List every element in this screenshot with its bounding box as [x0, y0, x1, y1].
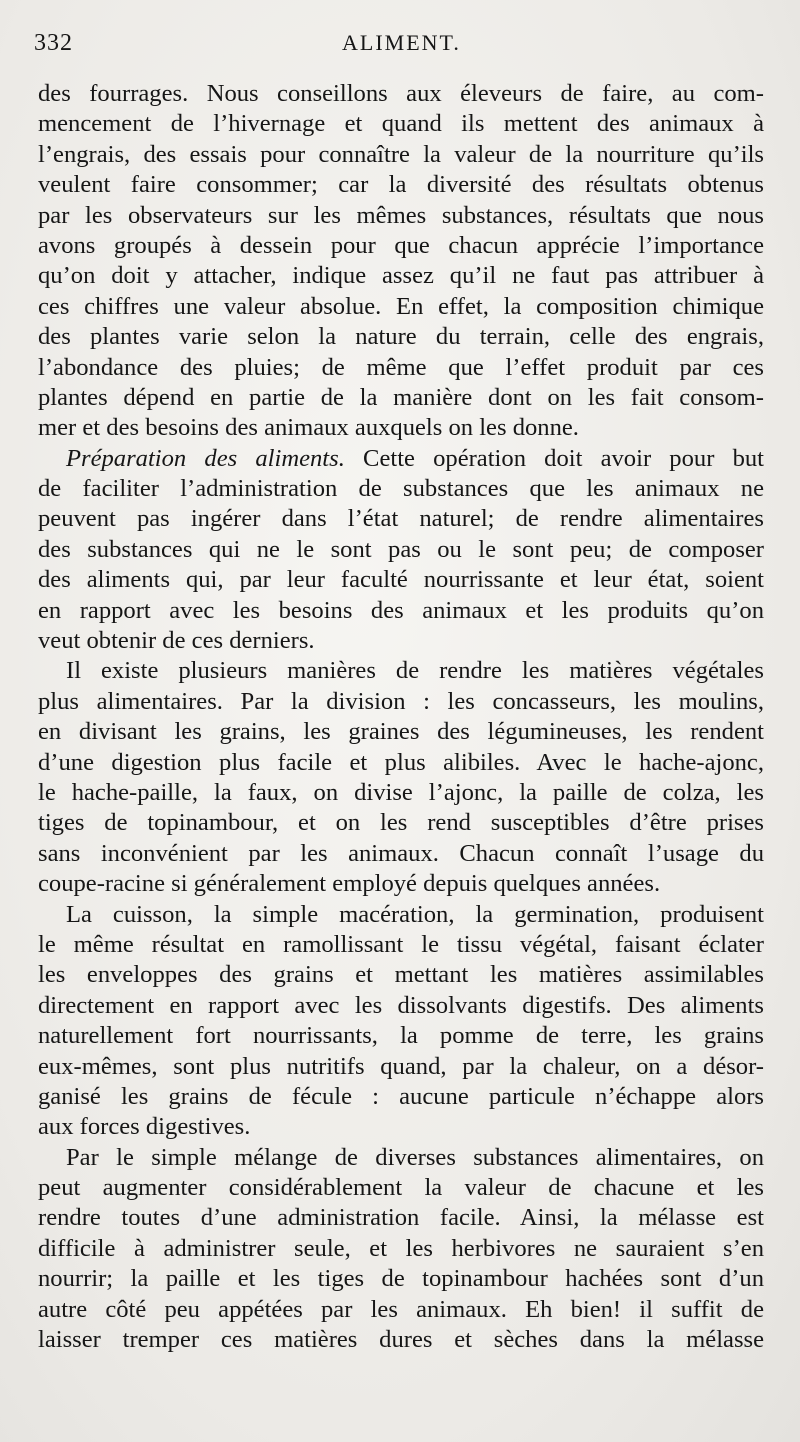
text-line: mencement de l’hivernage et quand ils mettent des animaux à	[38, 110, 764, 138]
text-line: ces chiffres une valeur absolue. En effet, la composition chimique	[38, 292, 764, 320]
text-line: l’abondance des pluies; de même que l’effet produit par ces	[38, 353, 764, 381]
text-line: directement en rapport avec les dissolvants digestifs. Des aliments	[38, 991, 764, 1019]
text-line: en divisant les grains, les graines des légumineuses, les rendent	[38, 718, 764, 746]
section-lead: Préparation des aliments.	[66, 444, 345, 472]
text-line: mer et des besoins des animaux auxquels on les donne.	[38, 414, 579, 442]
text-line: des fourrages. Nous conseillons aux éleveurs de faire, au com-	[38, 80, 764, 107]
text-line: nourrir; la paille et les tiges de topinambour hachées sont d’un	[38, 1265, 764, 1293]
text-line: Par le simple mélange de diverses substances alimentaires, on	[66, 1143, 764, 1171]
text-line: veut obtenir de ces derniers.	[38, 627, 315, 655]
text-line: par les observateurs sur les mêmes substances, résultats que nous	[38, 201, 764, 229]
running-title: ALIMENT.	[342, 30, 461, 55]
text-line: des aliments qui, par leur faculté nourrissante et leur état, soient	[38, 566, 764, 594]
text-line: d’une digestion plus facile et plus alibiles. Avec le hache-ajonc,	[38, 748, 764, 776]
text-line: rendre toutes d’une administration facile. Ainsi, la mélasse est	[38, 1204, 764, 1232]
paragraph-1	[38, 79, 764, 444]
text-line: des substances qui ne le sont pas ou le sont peu; de composer	[38, 535, 764, 563]
text-line: veulent faire consommer; car la diversité des résultats obtenus	[38, 171, 764, 199]
text-line: sans inconvénient par les animaux. Chacun connaît l’usage du	[38, 839, 764, 867]
page-number: 332	[34, 30, 73, 56]
paragraph-3	[38, 656, 764, 899]
paragraph-2	[38, 444, 764, 657]
text-line: le hache-paille, la faux, on divise l’ajonc, la paille de colza, les	[38, 778, 764, 806]
text-line: des plantes varie selon la nature du terrain, celle des engrais,	[38, 323, 764, 351]
text-line: laisser tremper ces matières dures et sèches dans la mélasse	[38, 1326, 764, 1354]
text-line: de faciliter l’administration de substances que les animaux ne	[38, 475, 764, 503]
text-line: naturellement fort nourrissants, la pomme de terre, les grains	[38, 1022, 764, 1050]
paragraph-4	[38, 900, 764, 1143]
body-text	[38, 79, 764, 1355]
text-line: difficile à administrer seule, et les herbivores ne sauraient s’en	[38, 1234, 764, 1262]
text-line: les enveloppes des grains et mettant les matières assimilables	[38, 961, 764, 989]
text-line: peut augmenter considérablement la valeur de chacune et les	[38, 1174, 764, 1202]
running-head	[34, 30, 760, 62]
text-line: ganisé les grains de fécule : aucune particule n’échappe alors	[38, 1082, 764, 1110]
paragraph-5	[38, 1143, 764, 1356]
text-line: plantes dépend en partie de la manière dont on les fait consom-	[38, 383, 764, 411]
text-line: aux forces digestives.	[38, 1113, 251, 1141]
text-line: peuvent pas ingérer dans l’état naturel; de rendre alimentaires	[38, 505, 764, 533]
text-line	[38, 444, 764, 474]
text-line: autre côté peu appétées par les animaux. Eh bien! il suffit de	[38, 1295, 764, 1323]
text-line: le même résultat en ramollissant le tissu végétal, faisant éclater	[38, 930, 764, 958]
text-line: coupe-racine si généralement employé depuis quelques années.	[38, 870, 661, 898]
text-line: en rapport avec les besoins des animaux et les produits qu’on	[38, 596, 764, 624]
text-line: Il existe plusieurs manières de rendre les matières végétales	[66, 657, 764, 685]
text-line: avons groupés à dessein pour que chacun apprécie l’importance	[38, 231, 764, 259]
text-line: l’engrais, des essais pour connaître la valeur de la nourriture qu’ils	[38, 140, 764, 168]
text-line: qu’on doit y attacher, indique assez qu’il ne faut pas attribuer à	[38, 262, 764, 290]
text-line: eux-mêmes, sont plus nutritifs quand, par la chaleur, on a désor-	[38, 1052, 764, 1080]
text-line: tiges de topinambour, et on les rend susceptibles d’être prises	[38, 809, 764, 837]
text-line: plus alimentaires. Par la division : les concasseurs, les moulins,	[38, 687, 764, 715]
text-line: La cuisson, la simple macération, la germination, produisent	[66, 900, 764, 928]
lead-line-rest: Cette opération doit avoir pour but	[344, 444, 764, 472]
